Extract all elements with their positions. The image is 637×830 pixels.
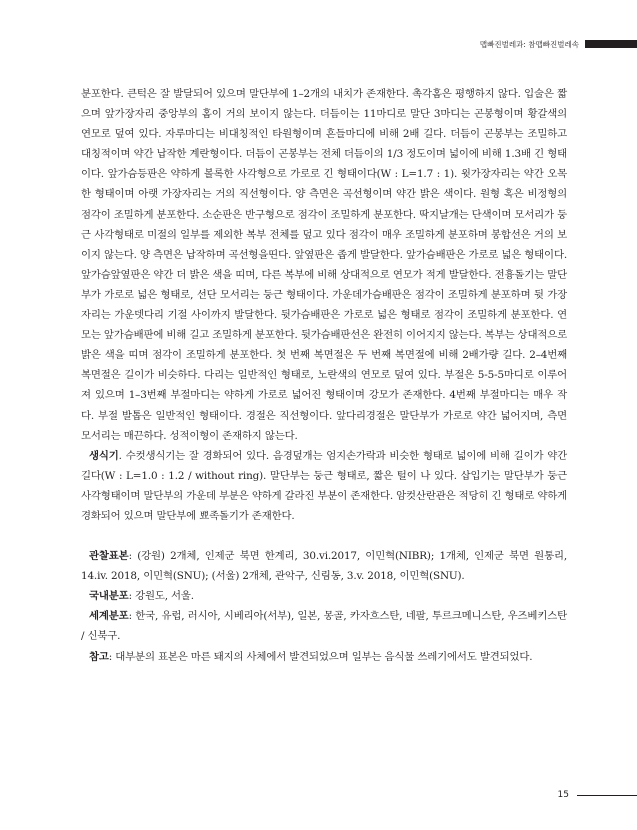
material-label: 관찰표본	[89, 550, 129, 563]
page-number: 15	[557, 790, 569, 800]
genitalia-label: 생식기	[89, 449, 119, 462]
genitalia-text: . 수컷생식기는 잘 경화되어 있다. 음경덮개는 엄지손가락과 비슷한 형태로 넓이에 비해 길이가 약간 길다(W : L=1.0 : 1.2 / without ring). 말단부는 둥근 형태로, 짧은 털이 나 있다. 삽입기는 말단부가 둥근 사각형태이며 말단부의 가운데 부분은 약하게 갈라진 부분이 존재한다. 암컷산란관은 적당히 긴 형태로 약하게 경화되어 있으며 말단부에 뾰족돌기가 존재한다.	[81, 449, 567, 522]
domestic-distribution-paragraph	[81, 586, 567, 606]
footer-rule	[577, 795, 637, 796]
material-block	[81, 546, 567, 667]
world-distribution-text: : 한국, 유럽, 러시아, 시베리아(서부), 일본, 몽골, 카자흐스탄, 네팔, 투르크메니스탄, 우즈베키스탄 / 신북구.	[81, 610, 567, 643]
material-paragraph	[81, 546, 567, 586]
genitalia-paragraph	[81, 446, 567, 526]
domestic-distribution-text: : 강원도, 서울.	[128, 590, 194, 603]
description-paragraph: 분포한다. 큰턱은 잘 발달되어 있으며 말단부에 1–2개의 내치가 존재한다. 촉각홈은 평행하지 않다. 입술은 짧으며 앞가장자리 중앙부의 홈이 거의 보이지 않는다. 더듬이는 11마디로 말단 3마디는 곤봉형이며 황갈색의 연모로 덮여 있다. 자루마디는 비대칭적인 타원형이며 흔들마디에 비해 2배 길다. 더듬이 곤봉부는 조밀하고 대칭적이며 약간 납작한 계란형이다. 더듬이 곤봉부는 전체 더듬이의 1/3 정도이며 넓이에 비해 1.3배 긴 형태이다. 앞가슴등판은 약하게 볼록한 사각형으로 가로로 긴 형태이다(W : L=1.7 : 1). 윗가장자리는 약간 오목한 형태이며 아랫 가장자리는 거의 직선형이다. 양 측면은 곡선형이며 약간 밝은 색이다. 원형 혹은 비정형의 점각이 조밀하게 분포한다. 소순판은 반구형으로 점각이 조밀하게 분포한다. 딱지날개는 단색이며 모서리가 둥근 사각형태로 미절의 일부를 제외한 복부 전체를 덮고 있다 점각이 매우 조밀하게 분포하며 봉합선은 거의 보이지 않는다. 양 측면은 납작하며 곡선형을띤다. 앞옆판은 좁게 발달한다. 앞가슴배판은 가로로 넓은 형태이다. 앞가슴앞옆판은 약간 더 밝은 색을 띠며, 다른 복부에 비해 상대적으로 연모가 적게 발달한다. 전흉돌기는 말단부가 가로로 넓은 형태로, 선단 모서리는 둥근 형태이다. 가운데가슴배판은 점각이 조밀하게 분포하며 뒷 가장자리는 가운뎃다리 기절 사이까지 발달한다. 뒷가슴배판은 가로로 넓은 형태로 점각이 조밀하게 분포한다. 연모는 앞가슴배판에 비해 길고 조밀하게 분포한다. 뒷가슴배판선은 완전히 이어지지 않는다. 복부는 상대적으로 밝은 색을 띠며 점각이 조밀하게 분포한다. 첫 번째 복면절은 두 번째 복면절에 비해 2배가량 길다. 2–4번째 복면절은 길이가 비슷하다. 다리는 일반적인 형태로, 노란색의 연모로 덮여 있다. 부절은 5-5-5마디로 이루어져 있으며 1–3번째 부절마디는 약하게 가로로 넓어진 형태이며 강모가 존재한다. 4번째 부절마디는 매우 작다. 부절 발톱은 일반적인 형태이다. 경절은 직선형이다. 앞다리경절은 말단부가 가로로 약간 넓어지며, 측면 모서리는 매끈하다. 성적이형이 존재하지 않는다.	[81, 88, 567, 442]
header-bar	[585, 40, 637, 48]
page-footer	[558, 790, 637, 800]
note-text: : 대부분의 표본은 마른 돼지의 사체에서 발견되었으며 일부는 음식물 쓰레기에서도 발견되었다.	[108, 650, 533, 663]
running-header	[480, 38, 637, 50]
material-text: : (강원) 2개체, 인제군 북면 한계리, 30.vi.2017, 이민혁(NIBR); 1개체, 인제군 북면 원통리, 14.iv. 2018, 이민혁(SNU); (서울) 2개체, 관악구, 신림동, 3.v. 2018, 이민혁(SNU).	[81, 550, 567, 583]
domestic-distribution-label: 국내분포	[89, 590, 129, 603]
world-distribution-label: 세계분포	[89, 610, 129, 623]
note-label: 참고	[89, 650, 109, 663]
running-title: 맵빠진벌레과: 참맵빠진벌레속	[479, 39, 579, 49]
note-paragraph	[81, 647, 567, 667]
world-distribution-paragraph	[81, 606, 567, 646]
page-content	[81, 84, 567, 667]
